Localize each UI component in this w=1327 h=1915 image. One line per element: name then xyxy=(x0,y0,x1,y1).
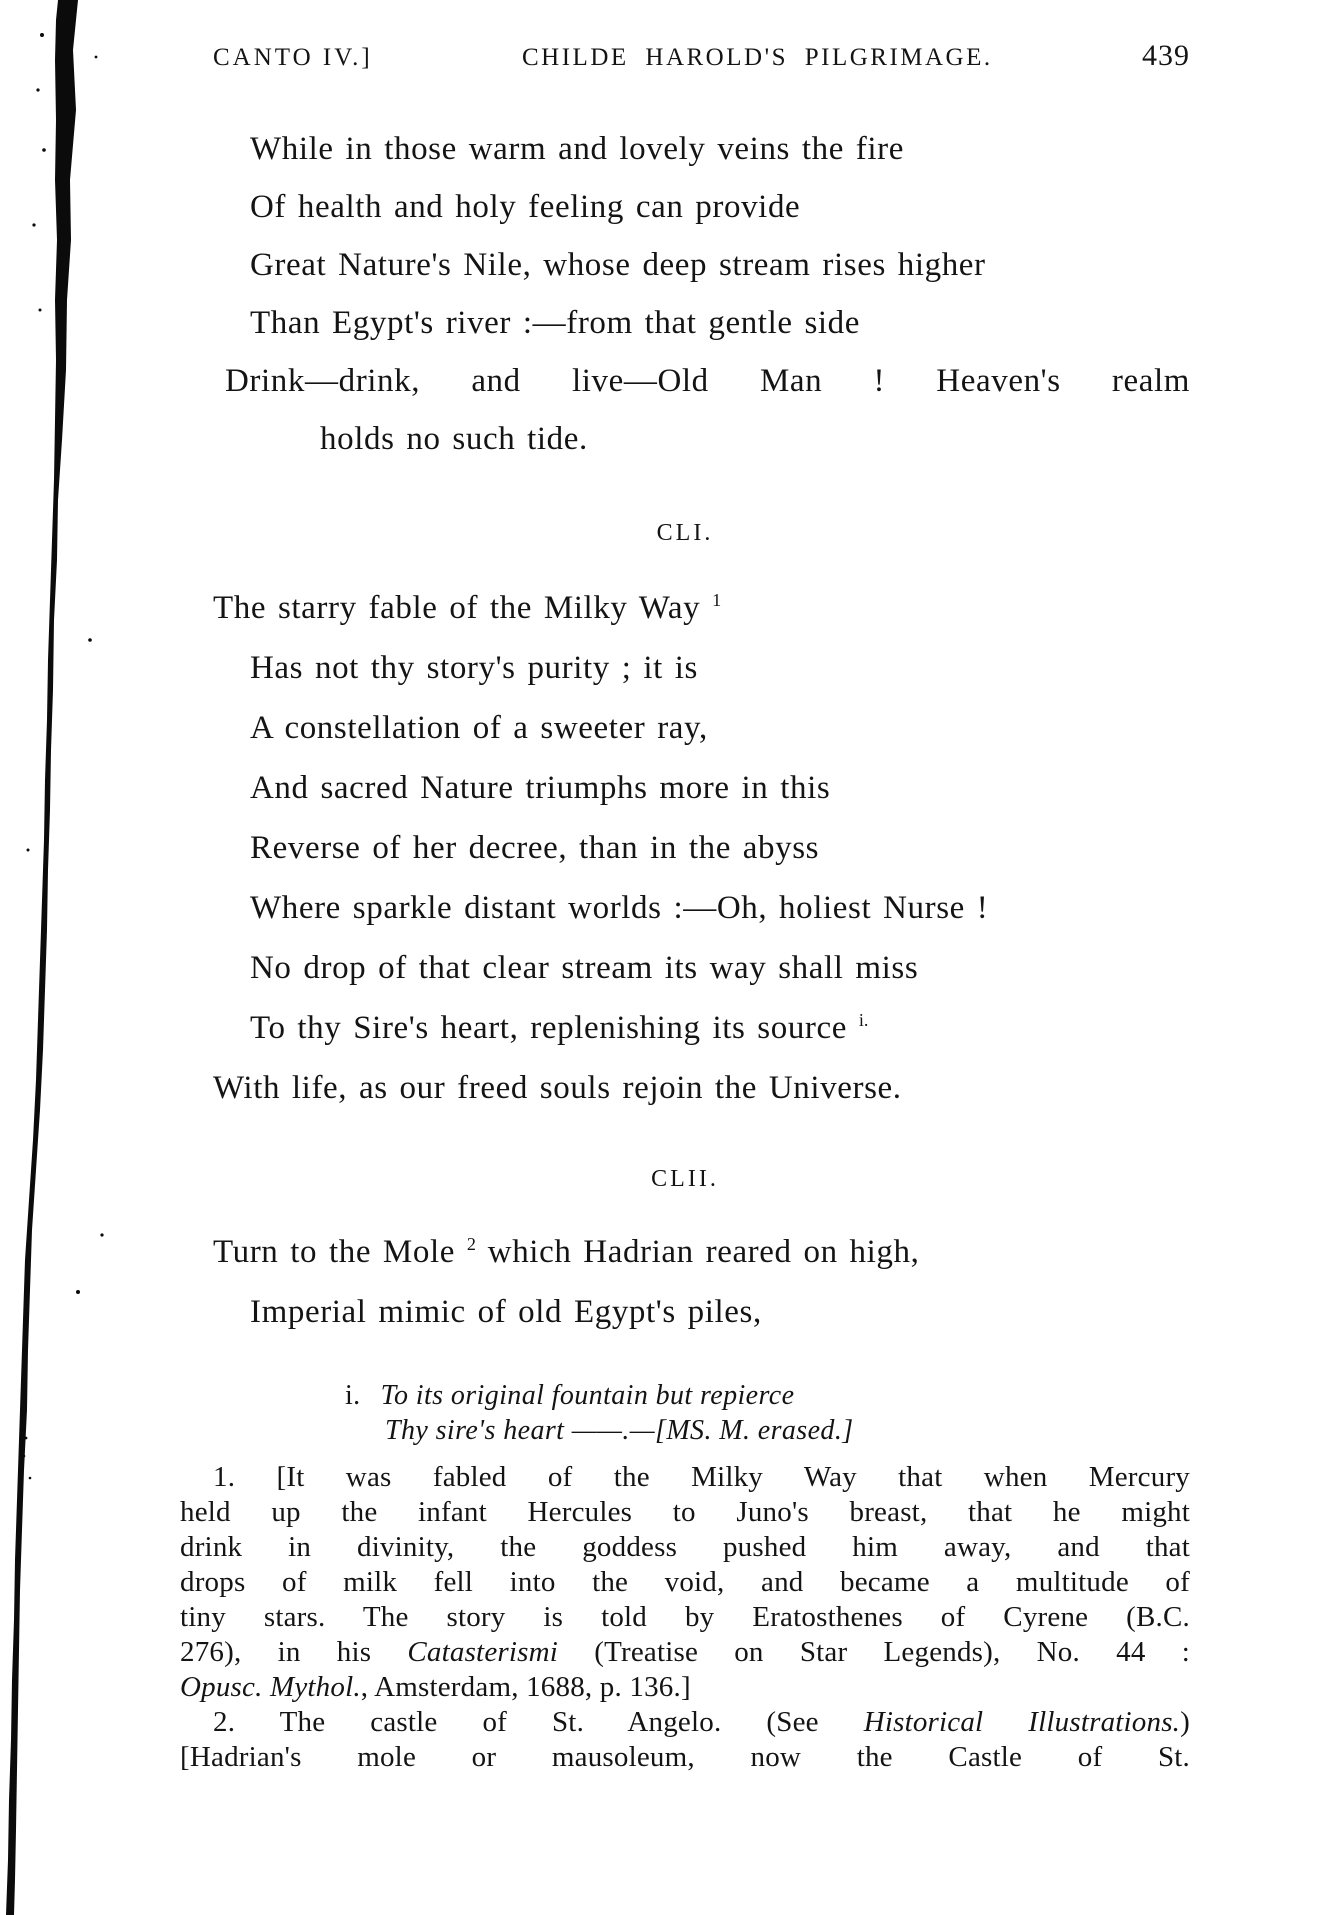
footnote-text: [Hadrian's mole or mausoleum, now the Castle of St. xyxy=(180,1741,1190,1773)
stanza-cl xyxy=(180,120,1190,468)
poem-line: Drink—drink, and live—Old Man ! Heaven's realm xyxy=(225,363,1190,399)
footnote-text: tiny stars. The story is told by Eratosthenes of Cyrene (B.C. xyxy=(180,1601,1190,1633)
poem-line: No drop of that clear stream its way shall miss xyxy=(250,950,919,986)
variant-note-text: To its original fountain but repierce xyxy=(380,1380,795,1411)
footnote-line xyxy=(180,1460,1190,1495)
footnote-line xyxy=(180,1740,1190,1775)
footnote-text: held up the infant Hercules to Juno's breast, that he might xyxy=(180,1496,1190,1528)
footnote-italic: Catasterismi xyxy=(407,1636,559,1668)
variant-ref-i: i. xyxy=(858,1010,869,1030)
footnote-text: drink in divinity, the goddess pushed him away, and that xyxy=(180,1531,1190,1563)
page-number: 439 xyxy=(1142,39,1190,72)
footnote-text: 2. The castle of St. Angelo. (See xyxy=(213,1706,864,1738)
poem-line: With life, as our freed souls rejoin the Universe. xyxy=(213,1070,902,1106)
poem-text: Turn to the Mole xyxy=(213,1234,455,1270)
header-title: CHILDE HAROLD'S PILGRIMAGE. xyxy=(522,44,993,71)
footnote-line xyxy=(180,1600,1190,1635)
footnote-text: (Treatise on Star Legends), No. 44 : xyxy=(558,1636,1190,1668)
poem-line xyxy=(180,998,1190,1058)
footnote-text: ) xyxy=(1180,1706,1190,1738)
poem-line xyxy=(180,1222,1190,1282)
poem-line: A constellation of a sweeter ray, xyxy=(250,710,708,746)
binding-edge-artifact xyxy=(0,0,120,1915)
footnote-text: 1. [It was fabled of the Milky Way that when Mercury xyxy=(213,1461,1190,1493)
footnotes-block xyxy=(180,1460,1190,1775)
poem-line xyxy=(180,578,1190,638)
variant-note-text: Thy sire's heart ——.—[MS. M. erased.] xyxy=(385,1415,854,1446)
page-header xyxy=(180,40,1190,74)
footnote-ref-1: 1 xyxy=(712,590,722,610)
poem-line: While in those warm and lovely veins the fire xyxy=(250,131,904,167)
stanza-heading-clii: CLII. xyxy=(651,1166,719,1192)
footnote-italic: Historical Illustrations. xyxy=(863,1706,1181,1738)
poem-line: Than Egypt's river :—from that gentle side xyxy=(250,305,861,341)
stanza-heading-cli: CLI. xyxy=(656,520,714,546)
variant-note-line xyxy=(385,1413,1190,1448)
variant-note-line xyxy=(345,1378,1190,1413)
footnote-line xyxy=(180,1530,1190,1565)
footnote-line xyxy=(180,1495,1190,1530)
footnote-text: 276), in his xyxy=(180,1636,408,1668)
footnote-ref-2: 2 xyxy=(466,1234,476,1254)
footnote-text: , Amsterdam, 1688, p. 136.] xyxy=(360,1671,691,1703)
poem-line: Reverse of her decree, than in the abyss xyxy=(250,830,820,866)
footnote-line xyxy=(180,1670,1190,1705)
footnote-text: drops of milk fell into the void, and became a multitude of xyxy=(180,1566,1190,1598)
variant-note-marker: i. xyxy=(345,1380,361,1411)
poem-line: Imperial mimic of old Egypt's piles, xyxy=(250,1294,762,1330)
poem-line: Great Nature's Nile, whose deep stream rises higher xyxy=(250,247,986,283)
stanza-clii xyxy=(180,1222,1190,1342)
page-content xyxy=(180,0,1190,1775)
footnote-line xyxy=(180,1635,1190,1670)
header-canto: CANTO IV.] xyxy=(213,44,373,71)
footnote-line xyxy=(180,1565,1190,1600)
stanza-cli xyxy=(180,578,1190,1118)
poem-text: To thy Sire's heart, replenishing its source xyxy=(250,1010,848,1046)
footnote-line xyxy=(180,1705,1190,1740)
variant-note xyxy=(180,1378,1190,1448)
poem-line: Where sparkle distant worlds :—Oh, holiest Nurse ! xyxy=(250,890,989,926)
poem-line: Of health and holy feeling can provide xyxy=(250,189,801,225)
poem-line: Has not thy story's purity ; it is xyxy=(250,650,698,686)
poem-text: which Hadrian reared on high, xyxy=(475,1234,920,1270)
poem-line: holds no such tide. xyxy=(320,421,588,457)
poem-text: The starry fable of the Milky Way xyxy=(213,590,701,626)
footnote-italic: Opusc. Mythol. xyxy=(180,1671,361,1703)
poem-line: And sacred Nature triumphs more in this xyxy=(250,770,831,806)
